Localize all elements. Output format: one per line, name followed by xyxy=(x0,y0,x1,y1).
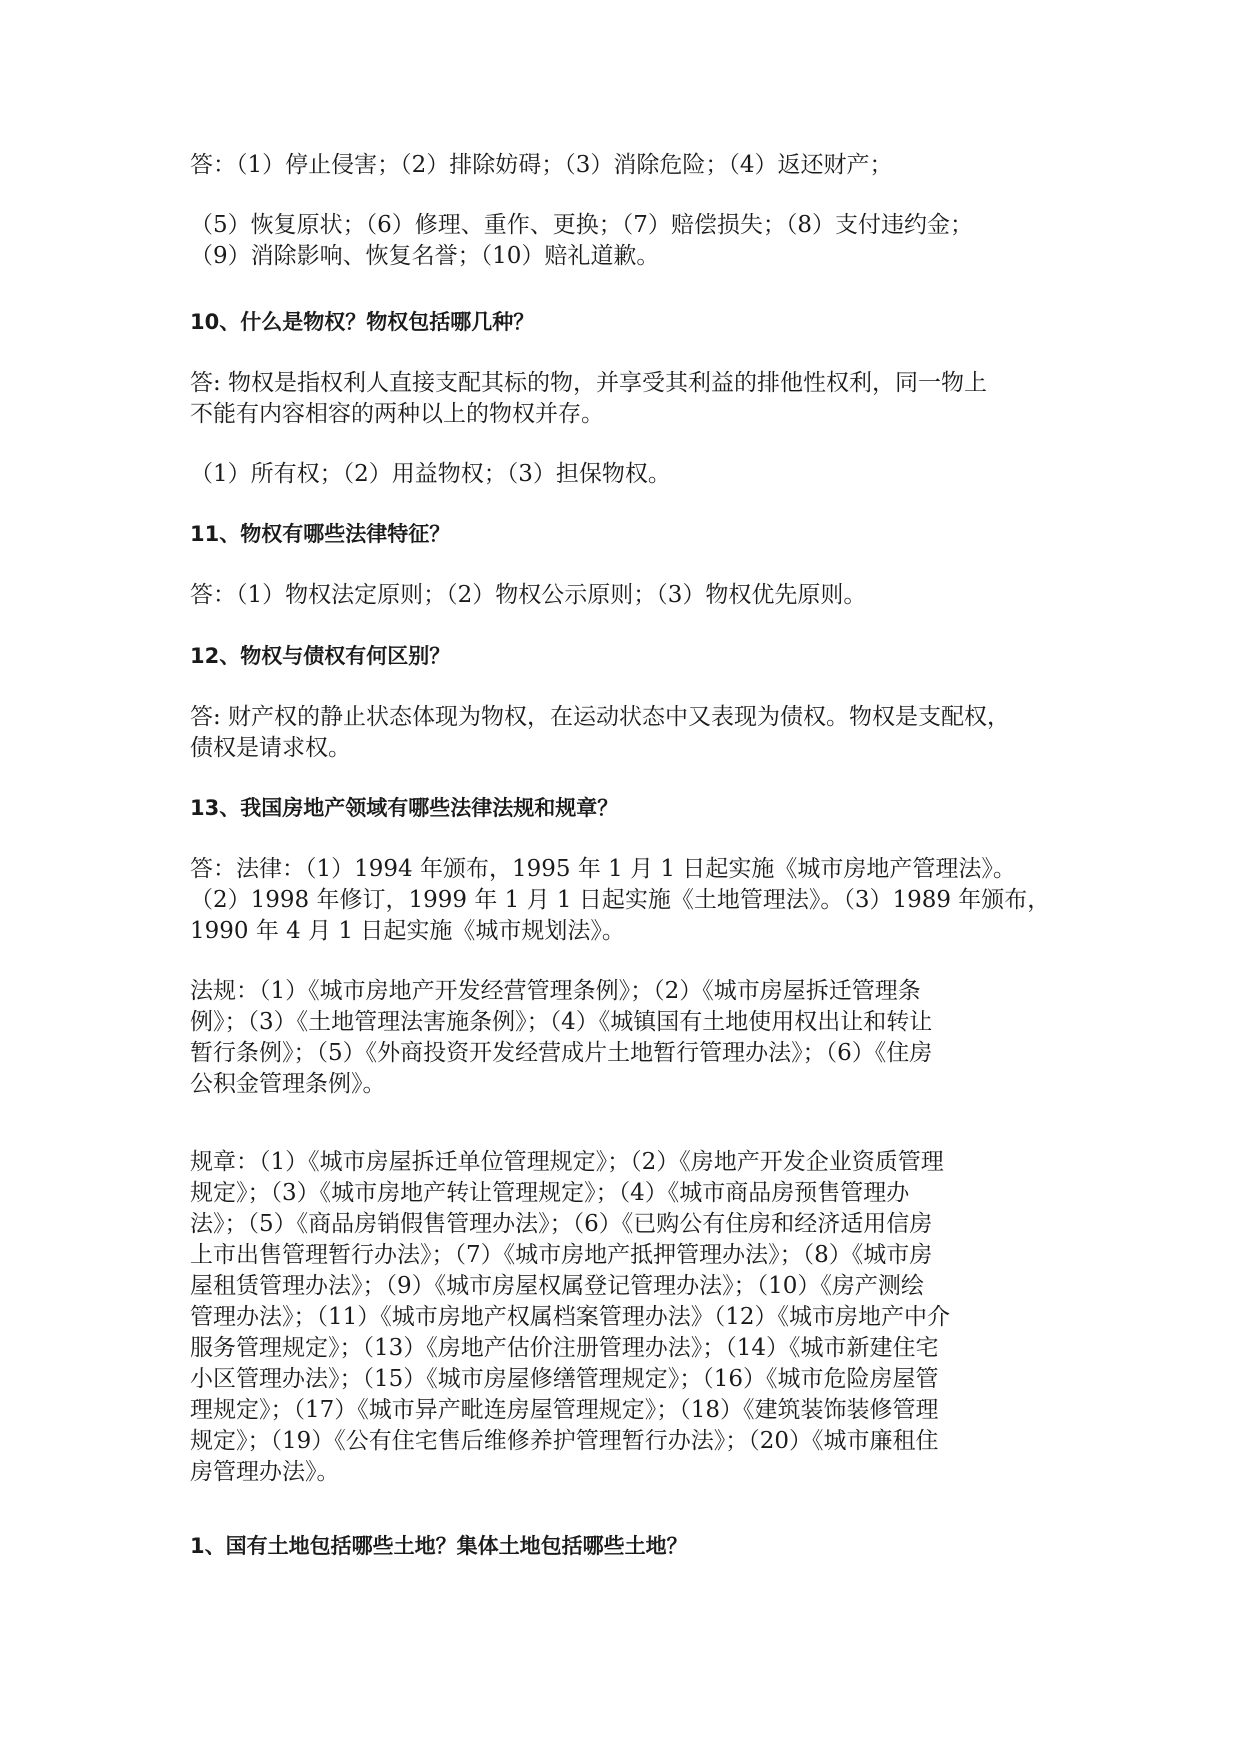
text-line: 规定》；（3）《城市房地产转让管理规定》；（4）《城市商品房预售管理办 xyxy=(190,1180,910,1206)
text-line: 债权是请求权。 xyxy=(190,735,351,761)
text-line: 管理办法》；（11）《城市房地产权属档案管理办法》（12）《城市房地产中介 xyxy=(190,1304,951,1330)
text-line: 暂行条例》；（5）《外商投资开发经营成片土地暂行管理办法》；（6）《住房 xyxy=(190,1040,933,1066)
text-line: 不能有内容相容的两种以上的物权并存。 xyxy=(190,401,604,427)
question-10-heading: 10、什么是物权？物权包括哪几种？ xyxy=(190,310,535,334)
answer-11 xyxy=(190,580,1052,611)
text-line: 理规定》；（17）《城市异产毗连房屋管理规定》；（18）《建筑装饰装修管理 xyxy=(190,1397,939,1423)
text-line: （5）恢复原状；（6）修理、重作、更换；（7）赔偿损失；（8）支付违约金； xyxy=(190,212,974,238)
answer-remedies-part1 xyxy=(190,150,1052,181)
answer-10-definition xyxy=(190,368,1052,430)
text-line: 规章：（1）《城市房屋拆迁单位管理规定》；（2）《房地产开发企业资质管理 xyxy=(190,1149,944,1175)
answer-12 xyxy=(190,702,1052,764)
answer-13-laws xyxy=(190,854,1052,947)
text-line: 上市出售管理暂行办法》；（7）《城市房地产抵押管理办法》；（8）《城市房 xyxy=(190,1242,933,1268)
text-line: 小区管理办法》；（15）《城市房屋修缮管理规定》；（16）《城市危险房屋管 xyxy=(190,1366,939,1392)
text-line: 法》；（5）《商品房销假售管理办法》；（6）《已购公有住房和经济适用信房 xyxy=(190,1211,933,1237)
answer-10-types xyxy=(190,459,1052,490)
text-line: 答: 物权是指权利人直接支配其标的物，并享受其利益的排他性权利，同一物上 xyxy=(190,370,988,396)
text-line: 答：（1）停止侵害；（2）排除妨碍；（3）消除危险；（4）返还财产； xyxy=(190,152,893,178)
text-line: 公积金管理条例》。 xyxy=(190,1071,386,1097)
question-12-heading: 12、物权与债权有何区别？ xyxy=(190,644,451,668)
text-line: 房管理办法》。 xyxy=(190,1459,340,1485)
text-line: （2）1998 年修订，1999 年 1 月 1 日起实施《土地管理法》。（3）1989 年颁布， xyxy=(190,887,1051,913)
text-line: 服务管理规定》；（13）《房地产估价注册管理办法》；（14）《城市新建住宅 xyxy=(190,1335,939,1361)
answer-remedies-part2 xyxy=(190,210,1052,272)
text-line: 答：法律：（1）1994 年颁布，1995 年 1 月 1 日起实施《城市房地产管理法》。 xyxy=(190,856,1016,882)
text-line: 屋租赁管理办法》；（9）《城市房屋权属登记管理办法》；（10）《房产测绘 xyxy=(190,1273,924,1299)
text-line: （1）所有权；（2）用益物权；（3）担保物权。 xyxy=(190,461,671,487)
text-line: 答: 财产权的静止状态体现为物权，在运动状态中又表现为债权。物权是支配权， xyxy=(190,704,1011,730)
answer-13-rules xyxy=(190,1147,1052,1488)
answer-13-regulations xyxy=(190,976,1052,1100)
text-line: 法规：（1）《城市房地产开发经营管理条例》；（2）《城市房屋拆迁管理条 xyxy=(190,978,921,1004)
question-13-heading: 13、我国房地产领域有哪些法律法规和规章？ xyxy=(190,796,619,820)
text-line: 例》；（3）《土地管理法害施条例》；（4）《城镇国有土地使用权出让和转让 xyxy=(190,1009,933,1035)
text-line: 答：（1）物权法定原则；（2）物权公示原则；（3）物权优先原则。 xyxy=(190,582,867,608)
text-line: 规定》；（19）《公有住宅售后维修养护管理暂行办法》；（20）《城市廉租住 xyxy=(190,1428,939,1454)
text-line: 1990 年 4 月 1 日起实施《城市规划法》。 xyxy=(190,918,625,944)
text-line: （9）消除影响、恢复名誉；（10）赔礼道歉。 xyxy=(190,243,660,269)
question-1-heading: 1、国有土地包括哪些土地？集体土地包括哪些土地？ xyxy=(190,1534,688,1558)
question-11-heading: 11、物权有哪些法律特征？ xyxy=(190,522,451,546)
